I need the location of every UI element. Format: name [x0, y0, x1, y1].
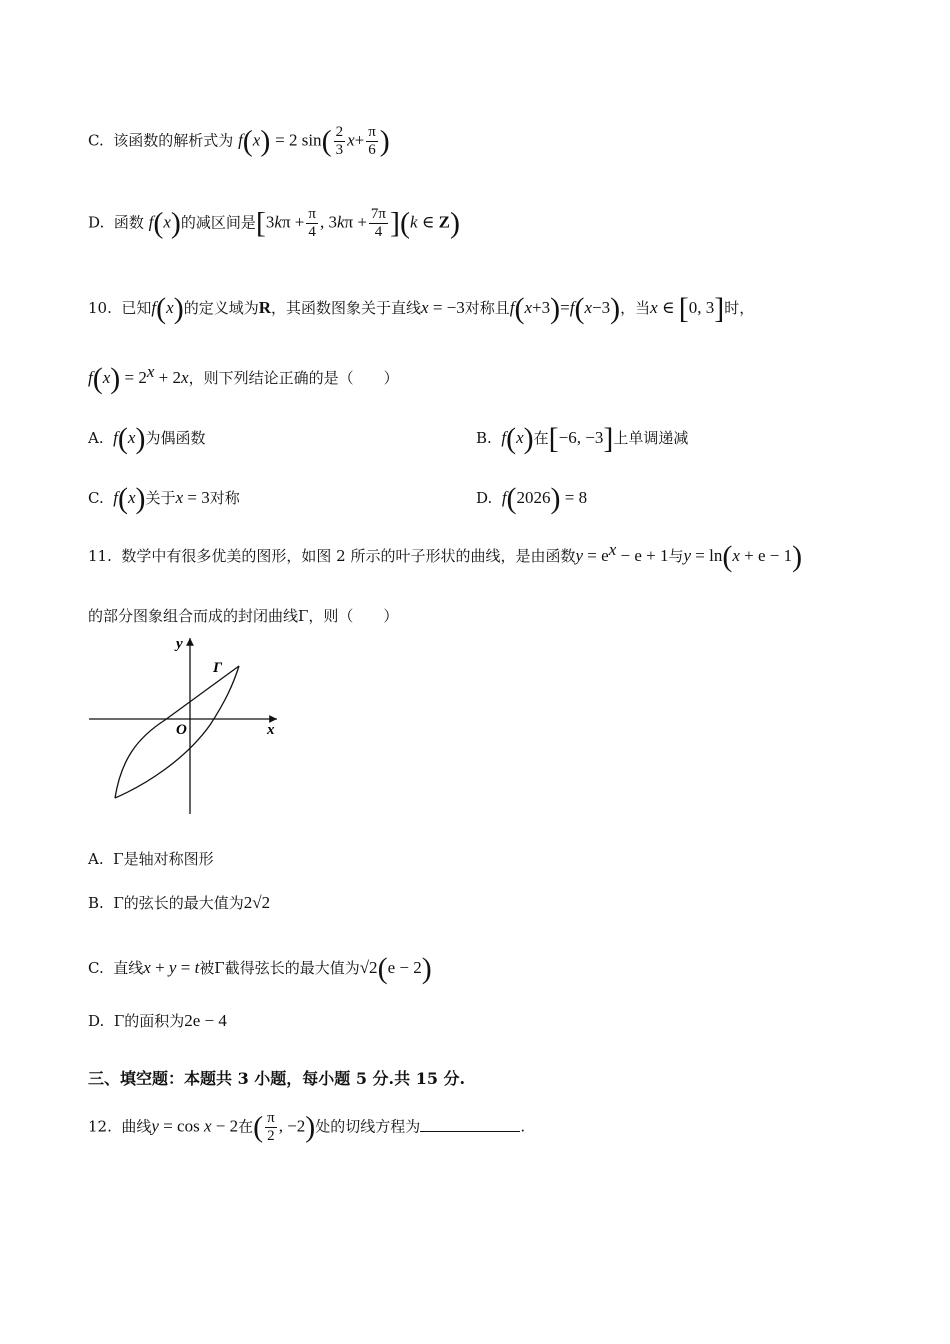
q10-text-1: 已知 — [121, 299, 152, 317]
option-text-2: 的面积为 — [124, 1012, 185, 1030]
option-text: Γ是轴对称图形 — [113, 850, 214, 868]
option-text: 该函数的解析式为 — [113, 131, 234, 150]
x-axis-label: x — [267, 722, 275, 738]
q10-option-d: D. f(2026) = 8 — [476, 482, 588, 515]
option-text: 函数 — [113, 213, 144, 232]
option-label: D. — [88, 213, 105, 232]
q11-option-d: D. Γ的面积为2e − 4 — [88, 1011, 227, 1030]
q11-stem-line2 — [88, 605, 398, 626]
curve-label: Γ — [213, 660, 223, 676]
option-text: Γ — [113, 894, 124, 912]
q11-option-c: C. 直线x + y = t被Γ截得弦长的最大值为√2(e − 2) — [88, 952, 432, 985]
q10-option-b: B. f(x)在[−6, −3]上单调递减 — [476, 422, 689, 455]
q10-option-c: C. f(x)关于x = 3对称 — [88, 482, 240, 515]
q10-option-a: A. f(x)为偶函数 — [88, 422, 206, 455]
q12-text-4: . — [520, 1117, 526, 1136]
q12-text-3: 处的切线方程为 — [315, 1117, 421, 1136]
origin-label: O — [176, 722, 187, 738]
option-label: B. — [476, 429, 492, 447]
q11-option-b: B. Γ的弦长的最大值为2√2 — [88, 893, 271, 912]
question-number: 12. — [88, 1117, 112, 1136]
option-label: D. — [476, 489, 493, 507]
formula: f — [238, 130, 243, 150]
option-text-2: 上单调递减 — [613, 429, 689, 447]
q11-text-3: 的部分图象组合而成的封闭曲线Γ，则（ ） — [88, 607, 399, 625]
q10-text-3: ，其函数图象关于直线 — [271, 299, 422, 317]
option-text-2: 被Γ截得弦长的最大值为 — [199, 959, 360, 977]
option-text: Γ — [113, 1012, 125, 1030]
answer-blank[interactable] — [420, 1119, 520, 1132]
question-number: 11. — [88, 547, 112, 565]
option-text: 关于 — [145, 489, 176, 507]
option-text: 在 — [533, 429, 549, 447]
q10-stem-line1: 10. 已知f(x)的定义域为R，其函数图象关于直线x = −3对称且f(x+3)=f(x−3)，当x ∈ [0, 3]时， — [88, 292, 755, 325]
option-label: A. — [88, 429, 104, 447]
option-label: A. — [88, 850, 104, 868]
q10-text-4: 对称且 — [464, 299, 510, 317]
q11-option-a — [88, 848, 214, 869]
prev-option-c: C. 该函数的解析式为 f(x) = 2 sin( $\frac{2}{3}$ x+ $\frac{\pi}{6}$ ) — [88, 124, 390, 158]
option-text-2: 的减区间是 — [180, 213, 256, 232]
q11-text-2: 与 — [668, 547, 684, 565]
q10-text-2: 的定义域为 — [183, 299, 259, 317]
option-text: 直线 — [113, 959, 144, 977]
prev-option-d: D. 函数 f(x)的减区间是[3kπ + $\frac{\pi}{4}$ , 3kπ + $\frac{7\pi}{4}$ ](k ∈ Z) — [88, 206, 460, 240]
q12-stem: 12. 曲线y = cos x − 2在( $\frac{\pi}{2}$ , −2)处的切线方程为 . — [88, 1110, 526, 1144]
q11-text-1: 数学中有很多优美的图形，如图 2 所示的叶子形状的曲线，是由函数 — [121, 547, 576, 565]
option-label: C. — [88, 131, 104, 150]
q10-text-5: ，当 — [620, 299, 651, 317]
option-text: 为偶函数 — [145, 429, 206, 447]
q12-text-1: 曲线 — [121, 1117, 152, 1136]
q10-text-7: ，则下列结论正确的是（ ） — [188, 369, 399, 387]
option-text-2: 的弦长的最大值为 — [123, 894, 244, 912]
y-axis-label: y — [176, 636, 183, 652]
q10-stem-line2: $f(x) = 2^x + 2x$，则下列结论正确的是（ ） — [88, 362, 399, 395]
section-title: 三、填空题：本题共 3 小题，每小题 5 分.共 15 分. — [88, 1069, 466, 1088]
q12-text-2: 在 — [238, 1117, 254, 1136]
option-label: C. — [88, 959, 104, 977]
option-label: B. — [88, 894, 104, 912]
option-label: D. — [88, 1012, 105, 1030]
q11-stem-line1: 11. 数学中有很多优美的图形，如图 2 所示的叶子形状的曲线，是由函数$y = e^x - e + 1$与y = ln(x + e − 1) — [88, 540, 803, 573]
option-text-2: 对称 — [209, 489, 240, 507]
option-label: C. — [88, 489, 104, 507]
q10-text-6: 时， — [724, 299, 755, 317]
question-number: 10. — [88, 299, 112, 317]
leaf-curve-figure — [85, 630, 285, 820]
